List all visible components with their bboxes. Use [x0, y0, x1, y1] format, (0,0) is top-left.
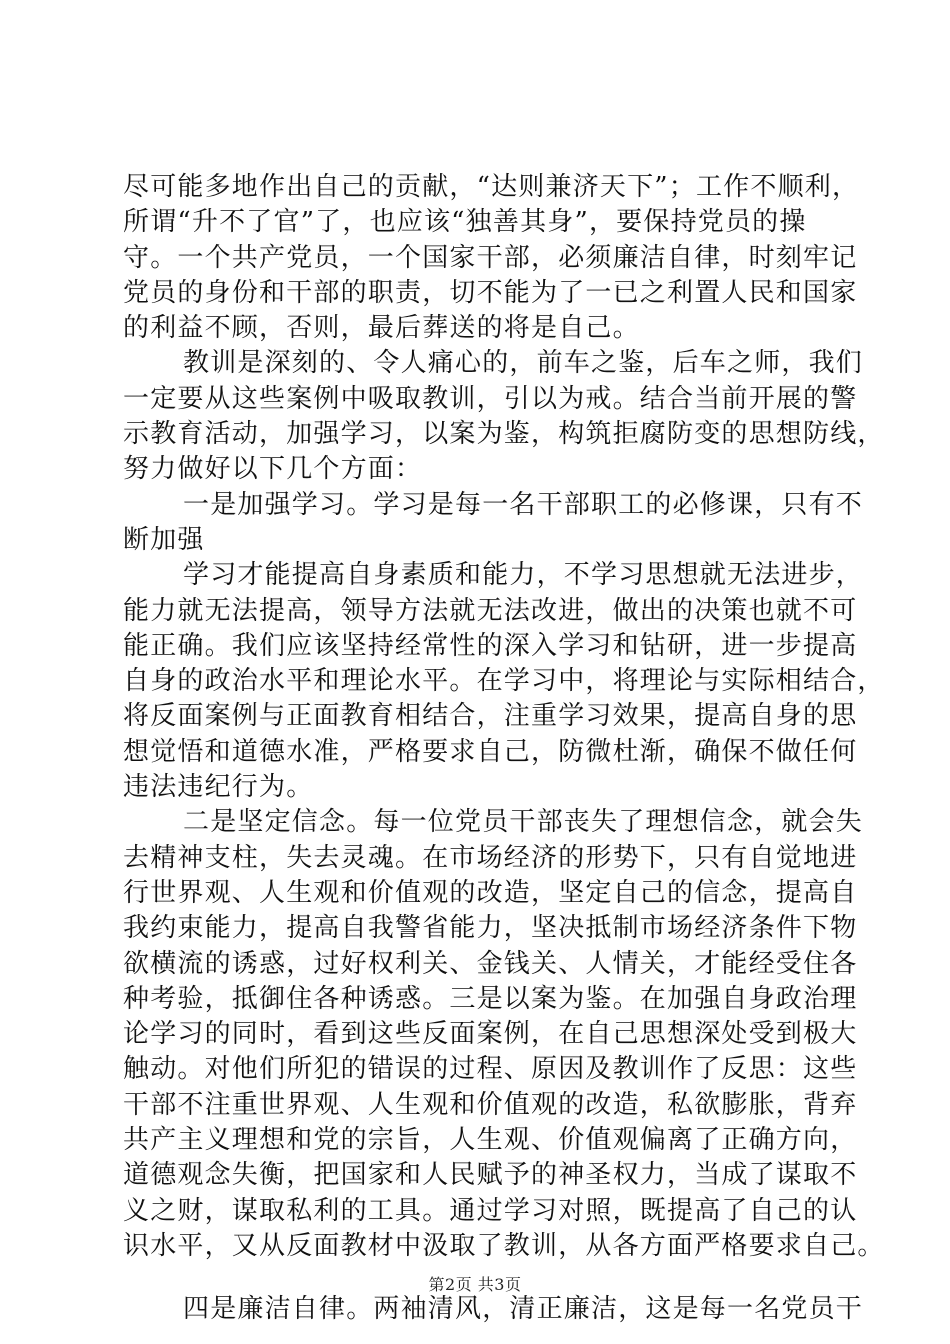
text-line: 断加强 [123, 524, 205, 555]
text-line: 触动。对他们所犯的错误的过程、原因及教训作了反思：这些 [123, 1054, 858, 1085]
body-text [123, 170, 885, 1328]
text-line: 想觉悟和道德水准，严格要求自己，防微杜渐，确保不做任何 [123, 736, 858, 767]
text-line: 道德观念失衡，把国家和人民赋予的神圣权力，当成了谋取不 [123, 1160, 858, 1191]
page-number-footer: 第2页 共3页 [428, 1275, 522, 1294]
text-line: 所谓“升不了官”了，也应该“独善其身”，要保持党员的操 [123, 207, 807, 238]
text-line: 示教育活动，加强学习，以案为鉴，构筑拒腐防变的思想防线， [123, 419, 885, 450]
text-line: 干部不注重世界观、人生观和价值观的改造，私欲膨胀，背弃 [123, 1089, 858, 1120]
text-line: 共产主义理想和党的宗旨，人生观、价值观偏离了正确方向， [123, 1125, 858, 1156]
text-line: 的利益不顾，否则，最后葬送的将是自己。 [123, 313, 640, 344]
text-line: 尽可能多地作出自己的贡献，“达则兼济天下”；工作不顺利， [123, 172, 860, 202]
text-line: 一定要从这些案例中吸取教训，引以为戒。结合当前开展的警 [123, 383, 858, 414]
text-line: 四是廉洁自律。两袖清风，清正廉洁，这是每一名党员干 [183, 1294, 864, 1325]
text-line: 将反面案例与正面教育相结合，注重学习效果，提高自身的思 [123, 701, 858, 732]
text-line: 义之财，谋取私利的工具。通过学习对照，既提高了自己的认 [123, 1195, 858, 1226]
text-line: 教训是深刻的、令人痛心的，前车之鉴，后车之师，我们 [183, 348, 864, 379]
text-line: 行世界观、人生观和价值观的改造，坚定自己的信念，提高自 [123, 877, 858, 908]
text-line: 学习才能提高自身素质和能力，不学习思想就无法进步， [183, 560, 864, 591]
text-line: 欲横流的诱惑，过好权利关、金钱关、人情关，才能经受住各 [123, 948, 858, 979]
text-line: 党员的身份和干部的职责，切不能为了一已之利置人民和国家 [123, 277, 858, 308]
text-line: 守。一个共产党员，一个国家干部，必须廉洁自律，时刻牢记 [123, 242, 858, 273]
text-line: 努力做好以下几个方面： [123, 454, 423, 485]
text-line: 能正确。我们应该坚持经常性的深入学习和钻研，进一步提高 [123, 630, 858, 661]
text-line: 论学习的同时，看到这些反面案例，在自己思想深处受到极大 [123, 1019, 858, 1050]
text-line: 能力就无法提高，领导方法就无法改进，做出的决策也就不可 [123, 595, 858, 626]
text-line: 违法违纪行为。 [123, 772, 314, 803]
text-line: 自身的政治水平和理论水平。在学习中，将理论与实际相结合， [123, 666, 885, 697]
text-line: 一是加强学习。学习是每一名干部职工的必修课，只有不 [183, 489, 864, 520]
text-line: 我约束能力，提高自我警省能力，坚决抵制市场经济条件下物 [123, 913, 858, 944]
text-line: 种考验，抵御住各种诱惑。三是以案为鉴。在加强自身政治理 [123, 983, 858, 1014]
text-line: 识水平，又从反面教材中汲取了教训，从各方面严格要求自己。 [123, 1230, 885, 1261]
text-line: 二是坚定信念。每一位党员干部丧失了理想信念，就会失 [183, 807, 864, 838]
text-line: 去精神支柱，失去灵魂。在市场经济的形势下，只有自觉地进 [123, 842, 858, 873]
